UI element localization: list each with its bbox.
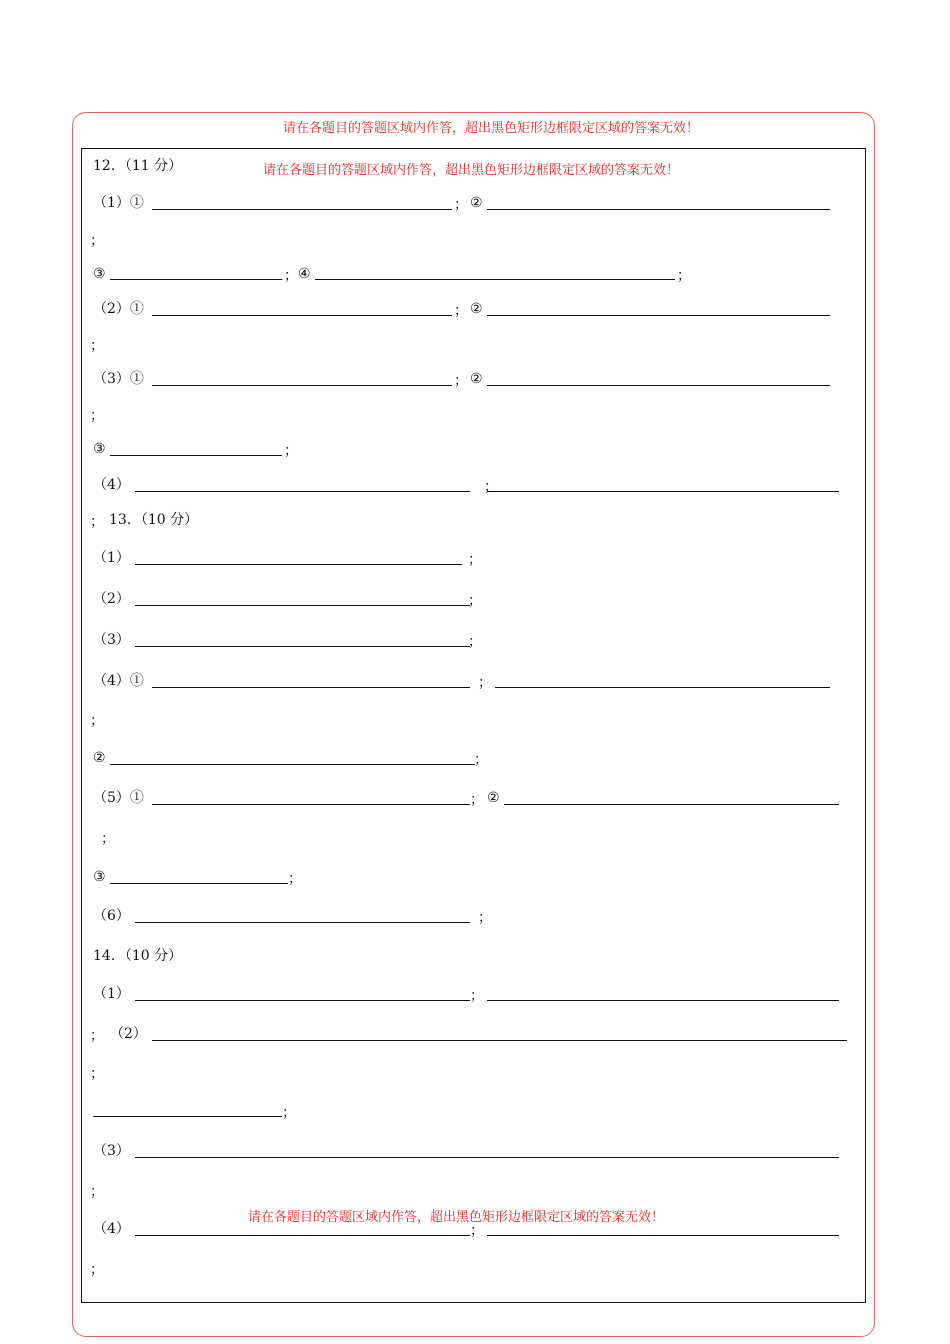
q13-part4-circle2: ②: [93, 750, 106, 766]
q12-part1-blank1[interactable]: [152, 209, 452, 210]
q13-part1-blank[interactable]: [135, 564, 462, 565]
semicolon: ；: [454, 197, 468, 213]
semicolon: ；: [101, 831, 115, 847]
q13-part5-blank2[interactable]: [504, 804, 839, 805]
semicolon: ；: [677, 268, 691, 284]
q12-part1-blank4[interactable]: [315, 279, 675, 280]
q13-part5-blank3[interactable]: [110, 883, 288, 884]
semicolon: ；: [478, 675, 492, 691]
q12-part3-blank3[interactable]: [110, 455, 282, 456]
semicolon: ；: [90, 1028, 104, 1044]
semicolon: ；: [282, 1105, 296, 1121]
q12-part3-circle3: ③: [93, 441, 106, 457]
semicolon: ；: [90, 1262, 104, 1278]
q14-part3-label: （3）: [93, 1143, 130, 1159]
semicolon: ；: [90, 338, 104, 354]
q12-title: 12．（11 分）: [93, 158, 183, 174]
q12-part2-label: （2）①: [93, 301, 144, 317]
q13-part4-blank2[interactable]: [495, 687, 830, 688]
q12-part3-blank2[interactable]: [487, 385, 830, 386]
q14-part1-blank2[interactable]: [487, 1000, 839, 1001]
q12-part3-label: （3）①: [93, 371, 144, 387]
q12-part1-circle3: ③: [93, 266, 106, 282]
q14-title: 14．（10 分）: [93, 948, 183, 964]
warning-bottom: 请在各题目的答题区域内作答，超出黑色矩形边框限定区域的答案无效！: [248, 1210, 665, 1225]
q12-part1-blank2[interactable]: [487, 209, 830, 210]
q14-part3-blank[interactable]: [135, 1157, 839, 1158]
q14-part2-label: （2）: [110, 1026, 147, 1042]
q12-part4-blank1[interactable]: [135, 491, 470, 492]
semicolon: ；: [468, 593, 482, 609]
semicolon: ；: [470, 988, 484, 1004]
semicolon: ；: [284, 443, 298, 459]
q12-part1-blank3[interactable]: [110, 279, 282, 280]
semicolon: ；: [90, 713, 104, 729]
semicolon: ；: [474, 752, 488, 768]
q13-part5-label: （5）①: [93, 790, 144, 806]
q13-part5-circle2: ②: [487, 790, 500, 806]
q13-part4-label: （4）①: [93, 673, 144, 689]
semicolon: ；: [90, 1184, 104, 1200]
q12-part4-blank2[interactable]: [487, 491, 839, 492]
q12-part1-circle4: ④: [298, 266, 311, 282]
q14-part2-blank2[interactable]: [93, 1116, 282, 1117]
answer-region-inner-border: [81, 148, 866, 1303]
semicolon: ；: [468, 552, 482, 568]
semicolon: ；: [284, 268, 298, 284]
q14-part4-blank2[interactable]: [487, 1235, 839, 1236]
semicolon: ；: [454, 303, 468, 319]
q13-part3-label: （3）: [93, 632, 130, 648]
semicolon: ；: [90, 514, 104, 530]
q12-part2-blank2[interactable]: [487, 315, 830, 316]
semicolon: ；: [468, 634, 482, 650]
q13-part6-blank[interactable]: [135, 922, 470, 923]
q12-part2-circle2: ②: [470, 301, 483, 317]
q13-part3-blank[interactable]: [135, 646, 470, 647]
warning-top: 请在各题目的答题区域内作答，超出黑色矩形边框限定区域的答案无效！: [283, 121, 700, 136]
q12-part1-label: （1）①: [93, 195, 144, 211]
q13-part5-circle3: ③: [93, 869, 106, 885]
q14-part4-blank1[interactable]: [135, 1235, 470, 1236]
q14-part2-blank1[interactable]: [152, 1040, 847, 1041]
q14-part1-blank1[interactable]: [135, 1000, 470, 1001]
semicolon: ；: [454, 373, 468, 389]
semicolon: ；: [470, 792, 484, 808]
q13-part2-label: （2）: [93, 591, 130, 607]
warning-q12: 请在各题目的答题区域内作答，超出黑色矩形边框限定区域的答案无效！: [263, 163, 680, 178]
q13-part4-blank3[interactable]: [110, 764, 475, 765]
semicolon: ；: [470, 1223, 484, 1239]
q12-part3-circle2: ②: [470, 371, 483, 387]
semicolon: ；: [288, 871, 302, 887]
q13-part2-blank[interactable]: [135, 605, 470, 606]
q13-part6-label: （6）: [93, 908, 130, 924]
q14-part4-label: （4）: [93, 1221, 130, 1237]
semicolon: ；: [478, 910, 492, 926]
q13-part4-blank1[interactable]: [152, 687, 470, 688]
q12-part2-blank1[interactable]: [152, 315, 452, 316]
semicolon: ；: [90, 233, 104, 249]
q14-part1-label: （1）: [93, 986, 130, 1002]
q13-part1-label: （1）: [93, 550, 130, 566]
semicolon: ；: [90, 408, 104, 424]
q13-title: 13．（10 分）: [109, 512, 199, 528]
q12-part3-blank1[interactable]: [152, 385, 452, 386]
semicolon: ；: [90, 1066, 104, 1082]
semicolon: ；: [484, 479, 498, 495]
q12-part4-label: （4）: [93, 477, 130, 493]
q12-part1-circle2: ②: [470, 195, 483, 211]
q13-part5-blank1[interactable]: [152, 804, 470, 805]
